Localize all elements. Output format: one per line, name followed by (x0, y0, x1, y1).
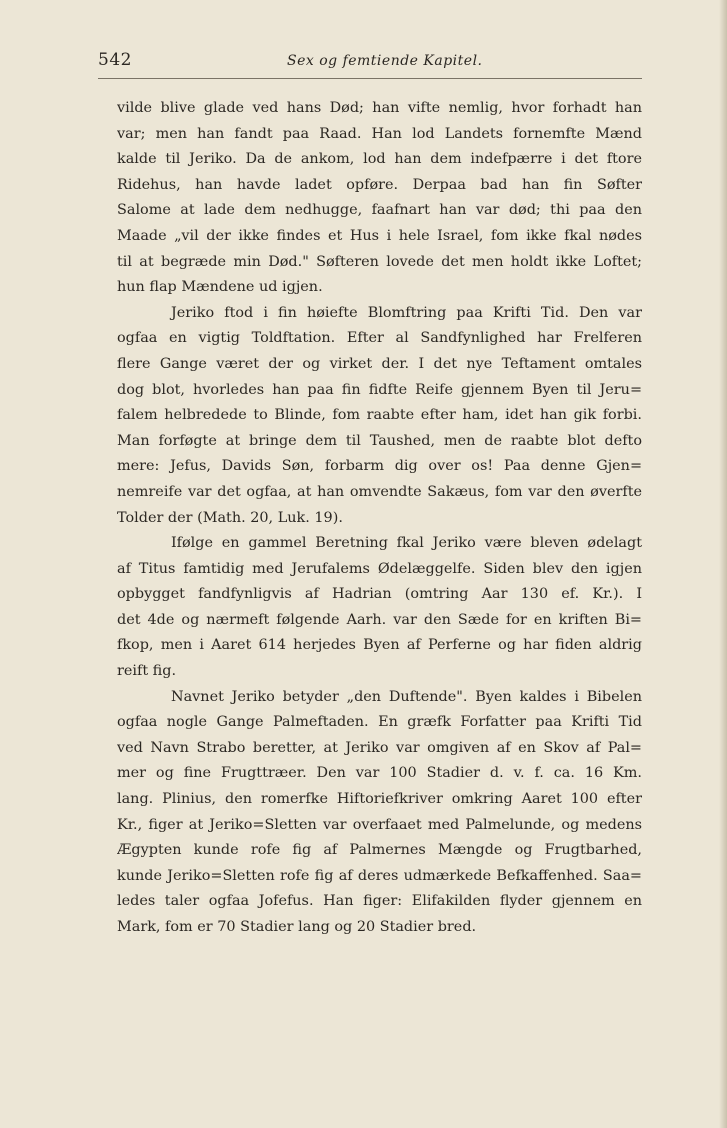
text-line: kunde Jeriko=Sletten rofe fig af deres udmærkede Befkaffenhed. Saa= (117, 867, 642, 884)
text-line: kalde til Jeriko. Da de ankom, lod han dem indefpærre i det ftore (117, 151, 642, 168)
text-line: af Titus famtidig med Jerufalems Ødelæggelfe. Siden blev den igjen (117, 560, 642, 577)
text-line: Navnet Jeriko betyder „den Duftende". Byen kaldes i Bibelen (171, 688, 642, 705)
text-line: Mark, fom er 70 Stadier lang og 20 Stadier bred. (117, 919, 477, 935)
text-line: Ifølge en gammel Beretning fkal Jeriko være bleven ødelagt (171, 535, 642, 552)
text-line: mer og fine Frugttræer. Den var 100 Stadier d. v. f. ca. 16 Km. (117, 765, 642, 782)
text-line: falem helbredede to Blinde, fom raabte efter ham, idet han gik forbi. (117, 407, 642, 424)
text-line: vilde blive glade ved hans Død; han vifte nemlig, hvor forhadt han (117, 100, 642, 116)
text-line: Ægypten kunde rofe fig af Palmernes Mængde og Frugtbarhed, (117, 842, 642, 859)
text-line: ved Navn Strabo beretter, at Jeriko var omgiven af en Skov af Pal= (117, 739, 642, 756)
page-edge-shadow (719, 0, 727, 1128)
text-line: var; men han fandt paa Raad. Han lod Landets fornemfte Mænd (117, 125, 642, 142)
paragraph-2 (117, 301, 642, 531)
text-line: ogfaa nogle Gange Palmeftaden. En græfk Forfatter paa Krifti Tid (117, 714, 642, 731)
text-line: ledes taler ogfaa Jofefus. Han figer: Elifakilden flyder gjennem en (117, 893, 642, 910)
header-rule (98, 78, 642, 79)
text-line: Man forføgte at bringe dem til Taushed, men de raabte blot defto (117, 432, 642, 449)
text-line: ogfaa en vigtig Toldftation. Efter al Sandfynlighed har Frelferen (117, 330, 642, 347)
text-line: Tolder der (Math. 20, Luk. 19). (117, 509, 343, 526)
page-header (0, 50, 660, 76)
text-line: Maade „vil der ikke findes et Hus i hele Israel, fom ikke fkal nødes (117, 227, 642, 244)
text-line: dog blot, hvorledes han paa fin fidfte Reife gjennem Byen til Jeru= (117, 381, 642, 398)
text-line: flere Gange været der og virket der. I det nye Teftament omtales (117, 355, 642, 372)
text-line: opbygget fandfynligvis af Hadrian (omtring Aar 130 ef. Kr.). I (117, 586, 642, 603)
text-line: lang. Plinius, den romerfke Hiftoriefkriver omkring Aaret 100 efter (117, 791, 642, 808)
text-line: Salome at lade dem nedhugge, faafnart han var død; thi paa den (117, 202, 642, 219)
text-line: nemreife var det ogfaa, at han omvendte Sakæus, fom var den øverfte (117, 483, 642, 500)
text-line: Ridehus, han havde ladet opføre. Derpaa bad han fin Søfter (117, 176, 642, 193)
text-line: til at begræde min Død." Søfteren lovede det men holdt ikke Loftet; (117, 253, 642, 270)
paragraph-4 (117, 685, 642, 941)
text-line: Jeriko ftod i fin høiefte Blomftring paa Krifti Tid. Den var (171, 304, 642, 321)
page-number: 542 (98, 50, 132, 70)
running-head: Sex og femtiende Kapitel. (287, 53, 483, 69)
text-line: det 4de og nærmeft følgende Aarh. var den Sæde for en kriften Bi= (117, 611, 642, 628)
text-line: hun flap Mændene ud igjen. (117, 279, 323, 296)
paragraph-1 (117, 96, 642, 301)
paragraph-3 (117, 531, 642, 685)
text-line: reift fig. (117, 663, 177, 680)
body-text (117, 96, 642, 941)
text-line: fkop, men i Aaret 614 herjedes Byen af Perferne og har fiden aldrig (117, 637, 642, 654)
text-line: Kr., figer at Jeriko=Sletten var overfaaet med Palmelunde, og medens (117, 816, 642, 833)
text-line: mere: Jefus, Davids Søn, forbarm dig over os! Paa denne Gjen= (117, 458, 642, 475)
